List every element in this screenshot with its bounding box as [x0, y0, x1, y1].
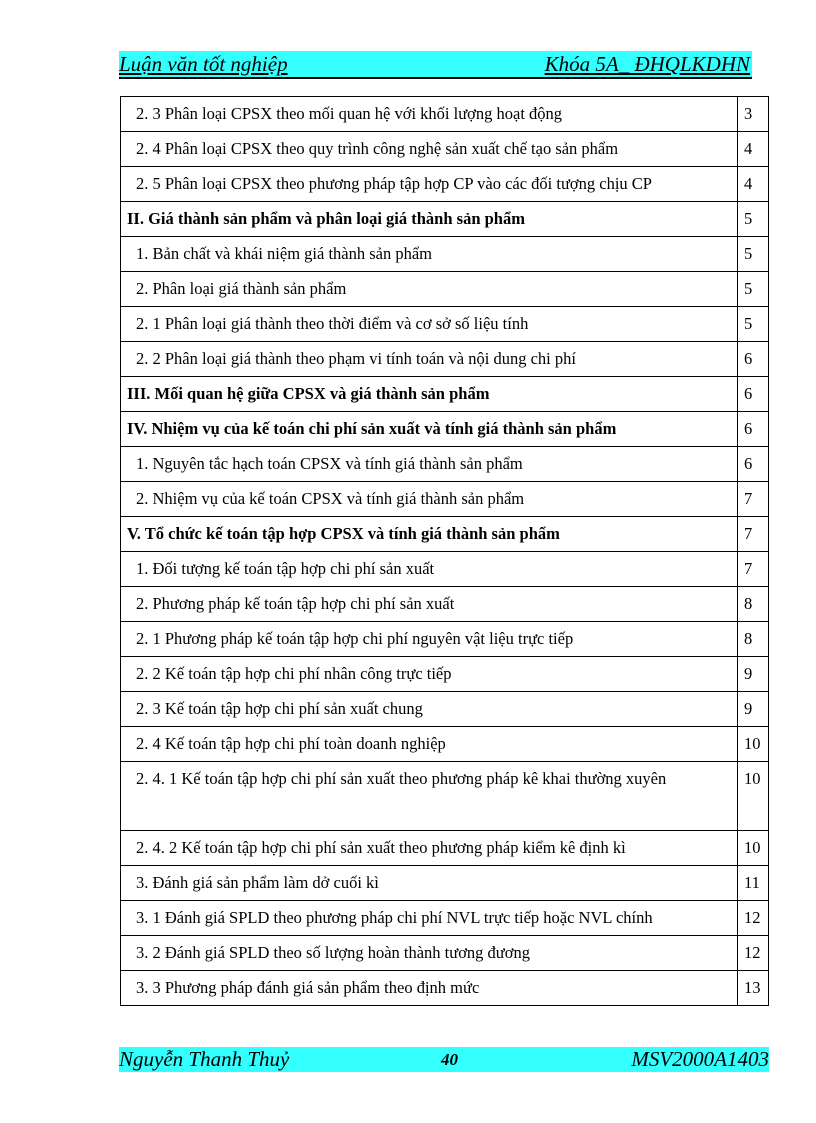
toc-entry-title: 2. 1 Phân loại giá thành theo thời điểm và cơ sở số liệu tính: [121, 307, 738, 342]
toc-entry-page: 6: [738, 412, 769, 447]
toc-entry-page: 5: [738, 237, 769, 272]
toc-entry-title: 2. 4 Phân loại CPSX theo quy trình công nghệ sản xuất chế tạo sản phẩm: [121, 132, 738, 167]
toc-row: [121, 237, 769, 272]
toc-entry-title: 3. 2 Đánh giá SPLD theo số lượng hoàn thành tương đương: [121, 936, 738, 971]
toc-entry-title: 2. Phương pháp kế toán tập hợp chi phí sản xuất: [121, 587, 738, 622]
toc-row: [121, 482, 769, 517]
toc-entry-title: 1. Bản chất và khái niệm giá thành sản phẩm: [121, 237, 738, 272]
toc-row: [121, 622, 769, 657]
toc-entry-page: 10: [738, 727, 769, 762]
toc-entry-page: 6: [738, 377, 769, 412]
toc-entry-page: 9: [738, 657, 769, 692]
toc-entry-title: 2. 4. 2 Kế toán tập hợp chi phí sản xuất theo phương pháp kiểm kê định kì: [121, 831, 738, 866]
toc-row: [121, 587, 769, 622]
toc-row: [121, 272, 769, 307]
toc-entry-page: 12: [738, 936, 769, 971]
toc-entry-page: 3: [738, 97, 769, 132]
toc-entry-page: 8: [738, 587, 769, 622]
toc-row: [121, 727, 769, 762]
footer-author: Nguyễn Thanh Thuỷ: [119, 1047, 290, 1071]
toc-entry-page: 12: [738, 901, 769, 936]
toc-entry-title: 2. 5 Phân loại CPSX theo phương pháp tập hợp CP vào các đối tượng chịu CP: [121, 167, 738, 202]
toc-row: [121, 167, 769, 202]
toc-row: [121, 866, 769, 901]
toc-entry-page: 9: [738, 692, 769, 727]
toc-entry-title: V. Tổ chức kế toán tập hợp CPSX và tính giá thành sản phẩm: [121, 517, 738, 552]
toc-row: [121, 552, 769, 587]
toc-row: [121, 936, 769, 971]
toc-entry-title: 2. 2 Phân loại giá thành theo phạm vi tính toán và nội dung chi phí: [121, 342, 738, 377]
toc-row: [121, 377, 769, 412]
toc-row: [121, 342, 769, 377]
toc-entry-title: 2. 1 Phương pháp kế toán tập hợp chi phí nguyên vật liệu trực tiếp: [121, 622, 738, 657]
toc-row: [121, 517, 769, 552]
toc-entry-page: 4: [738, 167, 769, 202]
toc-row: [121, 831, 769, 866]
toc-entry-page: 7: [738, 482, 769, 517]
toc-entry-title: 1. Nguyên tắc hạch toán CPSX và tính giá thành sản phẩm: [121, 447, 738, 482]
toc-row: [121, 412, 769, 447]
toc-entry-page: 5: [738, 202, 769, 237]
toc-entry-title: 3. 1 Đánh giá SPLD theo phương pháp chi phí NVL trực tiếp hoặc NVL chính: [121, 901, 738, 936]
header-thesis-label: Luận văn tốt nghiệp: [119, 52, 288, 76]
toc-entry-title: 2. 4. 1 Kế toán tập hợp chi phí sản xuất theo phương pháp kê khai thường xuyên: [121, 762, 738, 831]
toc-entry-title: IV. Nhiệm vụ của kế toán chi phí sản xuất và tính giá thành sản phẩm: [121, 412, 738, 447]
toc-entry-title: 3. Đánh giá sản phẩm làm dở cuối kì: [121, 866, 738, 901]
toc-row: [121, 307, 769, 342]
toc-row: [121, 657, 769, 692]
toc-row: [121, 692, 769, 727]
toc-entry-title: 2. Phân loại giá thành sản phẩm: [121, 272, 738, 307]
table-of-contents: [120, 96, 769, 1006]
toc-entry-page: 10: [738, 762, 769, 831]
toc-row: [121, 97, 769, 132]
header-course-label: Khóa 5A_ ĐHQLKDHN: [544, 52, 750, 76]
toc-entry-title: 2. 3 Phân loại CPSX theo mối quan hệ với khối lượng hoạt động: [121, 97, 738, 132]
toc-entry-title: III. Mối quan hệ giữa CPSX và giá thành sản phẩm: [121, 377, 738, 412]
toc-entry-title: 2. 3 Kế toán tập hợp chi phí sản xuất chung: [121, 692, 738, 727]
toc-entry-page: 4: [738, 132, 769, 167]
toc-entry-page: 6: [738, 447, 769, 482]
toc-entry-title: 2. 2 Kế toán tập hợp chi phí nhân công trực tiếp: [121, 657, 738, 692]
page-header: [119, 51, 752, 79]
toc-row: [121, 901, 769, 936]
toc-row: [121, 202, 769, 237]
footer-student-id: MSV2000A1403: [631, 1047, 769, 1071]
toc-entry-title: 3. 3 Phương pháp đánh giá sản phẩm theo định mức: [121, 971, 738, 1006]
toc-entry-page: 5: [738, 307, 769, 342]
toc-entry-page: 10: [738, 831, 769, 866]
toc-entry-page: 11: [738, 866, 769, 901]
toc-entry-title: II. Giá thành sản phẩm và phân loại giá thành sản phẩm: [121, 202, 738, 237]
toc-row: [121, 132, 769, 167]
toc-entry-page: 5: [738, 272, 769, 307]
toc-row: [121, 447, 769, 482]
toc-entry-page: 7: [738, 517, 769, 552]
toc-entry-title: 2. Nhiệm vụ của kế toán CPSX và tính giá thành sản phẩm: [121, 482, 738, 517]
toc-entry-page: 6: [738, 342, 769, 377]
toc-entry-page: 13: [738, 971, 769, 1006]
toc-entry-title: 2. 4 Kế toán tập hợp chi phí toàn doanh nghiệp: [121, 727, 738, 762]
page-number: 40: [441, 1050, 458, 1069]
toc-entry-page: 8: [738, 622, 769, 657]
toc-row: [121, 971, 769, 1006]
toc-entry-page: 7: [738, 552, 769, 587]
page-footer: [119, 1047, 769, 1072]
toc-entry-title: 1. Đối tượng kế toán tập hợp chi phí sản xuất: [121, 552, 738, 587]
toc-row: [121, 762, 769, 831]
